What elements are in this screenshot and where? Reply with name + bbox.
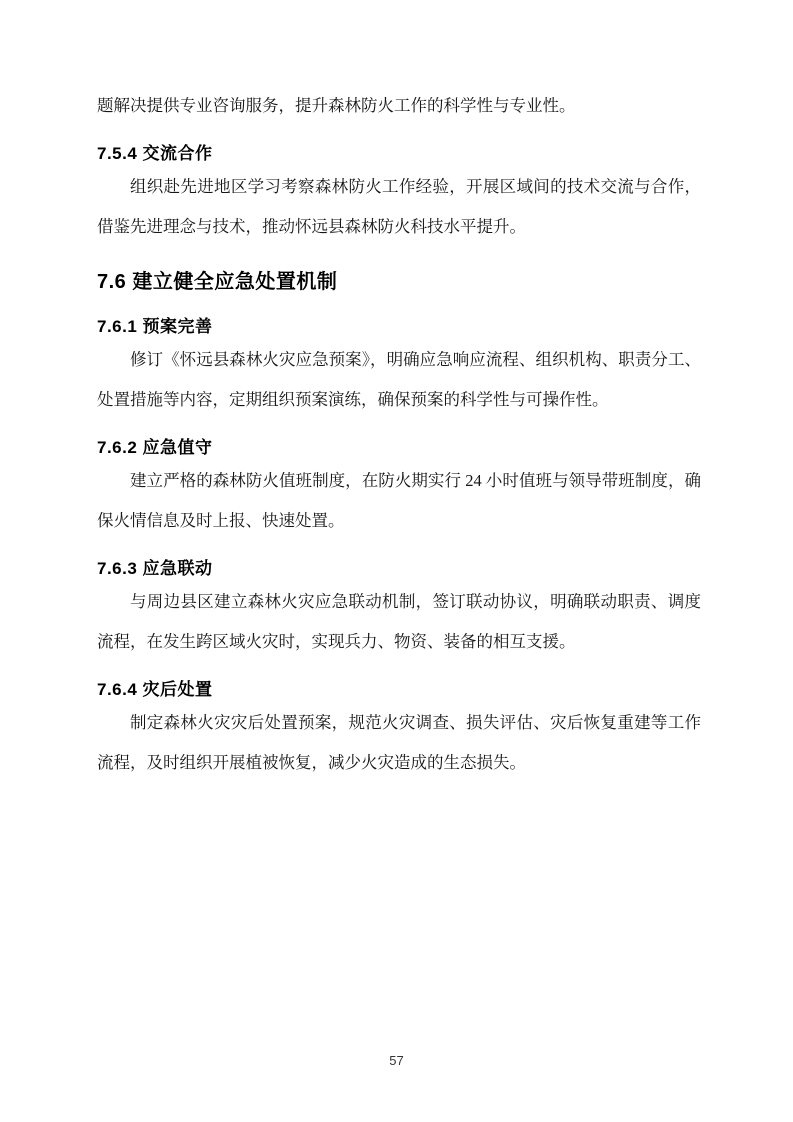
document-body [97, 86, 701, 783]
paragraph-continuation: 题解决提供专业咨询服务，提升森林防火工作的科学性与专业性。 [97, 96, 576, 115]
heading-7-6-4-post-disaster: 7.6.4 灾后处置 [97, 680, 213, 699]
paragraph-emergency-linkage: 与周边县区建立森林火灾应急联动机制，签订联动协议，明确联动职责、调度流程，在发生跨区域火灾时，实现兵力、物资、装备的相互支援。 [97, 592, 701, 651]
paragraph-exchange-cooperation: 组织赴先进地区学习考察森林防火工作经验，开展区域间的技术交流与合作，借鉴先进理念与技术，推动怀远县森林防火科技水平提升。 [97, 177, 701, 236]
heading-7-6-3-emergency-linkage: 7.6.3 应急联动 [97, 559, 213, 578]
heading-7-6-emergency-mechanism: 7.6 建立健全应急处置机制 [97, 271, 338, 293]
heading-7-5-4-exchange-cooperation: 7.5.4 交流合作 [97, 144, 213, 163]
heading-7-6-2-emergency-duty: 7.6.2 应急值守 [97, 438, 213, 457]
paragraph-plan-improvement: 修订《怀远县森林火灾应急预案》，明确应急响应流程、组织机构、职责分工、处置措施等内容，定期组织预案演练，确保预案的科学性与可操作性。 [97, 350, 701, 409]
paragraph-emergency-duty: 建立严格的森林防火值班制度，在防火期实行 24 小时值班与领导带班制度，确保火情信息及时上报、快速处置。 [97, 471, 701, 530]
page-number: 57 [389, 1053, 404, 1068]
paragraph-post-disaster: 制定森林火灾灾后处置预案，规范火灾调查、损失评估、灾后恢复重建等工作流程，及时组织开展植被恢复，减少火灾造成的生态损失。 [97, 713, 701, 772]
heading-7-6-1-plan-improvement: 7.6.1 预案完善 [97, 317, 213, 336]
